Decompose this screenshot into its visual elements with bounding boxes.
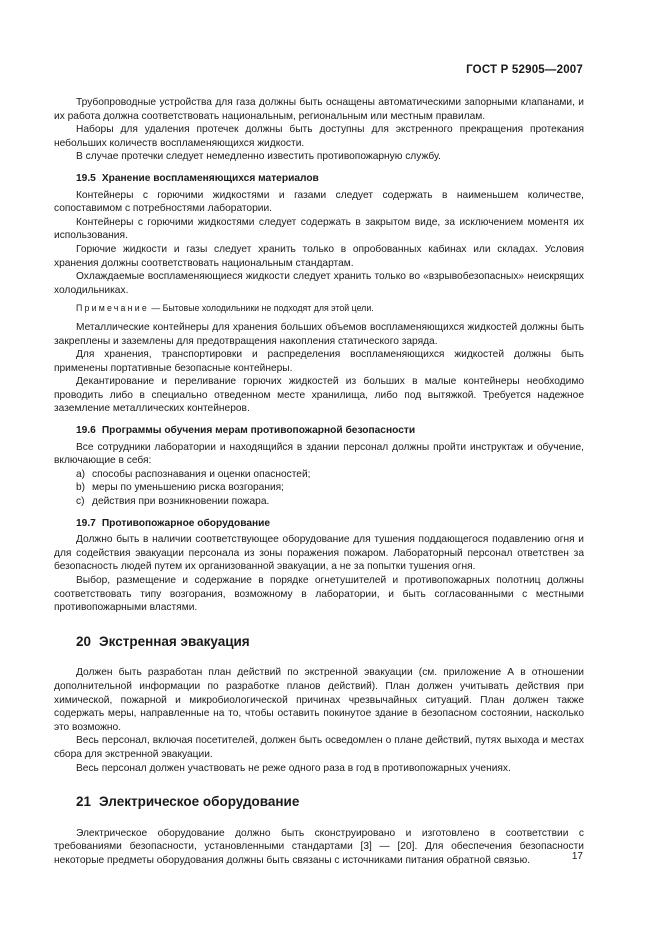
paragraph: Должно быть в наличии соответствующее оборудование для тушения поддающегося подавлению огня и для содействия эвакуации персонала из зоны поражения пожаром. Лабораторный персонал ответствен за безопасность людей путем их организованной эвакуации, а не за попытки тушения огня. — [54, 534, 584, 573]
list-item-text: действия при возникновении пожара. — [92, 496, 270, 508]
paragraph: Должен быть разработан план действий по экстренной эвакуации (см. приложение А в отношении дополнительной информации по разработке планов действий). План должен учитывать действия при химической, пожарной и микробиологической причинах чрезвычайных ситуаций. План должен также содержать меры, направленные на то, чтобы оставить покинутое здание в безопасном состоянии, насколько это возможно. — [54, 667, 584, 733]
subsection-number: 19.7 — [76, 517, 96, 529]
paragraph: Для хранения, транспортировки и распределения воспламеняющихся жидкостей должны быть применены портативные безопасные контейнеры. — [54, 349, 584, 374]
paragraph: Контейнеры с горючими жидкостями следует содержать в закрытом виде, за исключением моментя их использования. — [54, 216, 584, 242]
list-item — [76, 468, 584, 482]
subsection-title: Хранение воспламеняющихся материалов — [101, 172, 319, 184]
section-title: Экстренная эвакуация — [99, 633, 250, 649]
document-body — [54, 96, 584, 868]
paragraph: Весь персонал должен участвовать не реже одного раза в год в противопожарных учениях. — [76, 762, 511, 774]
subsection-heading-19-7 — [76, 517, 584, 531]
subsection-title: Противопожарное оборудование — [101, 517, 271, 529]
paragraph: В случае протечки следует немедленно известить противопожарную службу. — [76, 151, 441, 163]
paragraph: Контейнеры с горючими жидкостями и газами следует содержать в наименьшем количестве, сопоставимом с потребностями лаборатории. — [54, 189, 584, 215]
section-number: 21 — [76, 794, 92, 810]
paragraph: Декантирование и переливание горючих жидкостей из больших в малые контейнеры необходимо проводить либо в специально отведенном месте хранилища, либо под вытяжкой. Требуется надежное заземление металлических контейнеров. — [54, 376, 584, 415]
note-text: — Бытовые холодильники не подходят для этой цели. — [151, 303, 374, 314]
section-title: Электрическое оборудование — [99, 794, 300, 810]
standard-code-header: ГОСТ Р 52905—2007 — [466, 64, 583, 76]
list-marker: b) — [76, 482, 86, 494]
paragraph: Охлаждаемые воспламеняющиеся жидкости следует хранить только во «взрывобезопасных» неискрящих холодильниках. — [54, 271, 584, 296]
paragraph: Наборы для удаления протечек должны быть доступны для экстренного прекращения протекания небольших количеств воспламеняющихся жидкости. — [54, 124, 584, 149]
subsection-number: 19.6 — [76, 425, 96, 437]
note-label: Примечание — [76, 303, 149, 314]
note — [76, 302, 584, 316]
paragraph: Выбор, размещение и содержание в порядке огнетушителей и противопожарных полотниц должны соответствовать типу возгорания, возможному в лаборатории, и быть согласованными с местными противопожарными властями. — [54, 575, 584, 614]
subsection-heading-19-5 — [76, 172, 584, 186]
section-heading-21 — [76, 795, 584, 809]
paragraph: Трубопроводные устройства для газа должны быть оснащены автоматическими запорными клапанами, и их работа должна соответствовать национальным, региональным или местным правилам. — [54, 97, 584, 122]
paragraph: Весь персонал, включая посетителей, должен быть осведомлен о плане действий, путях выхода и местах сбора для экстренной эвакуации. — [54, 735, 584, 760]
section-heading-20 — [76, 635, 584, 649]
paragraph: Все сотрудники лаборатории и находящийся в здании персонал должны пройти инструктаж и обучение, включающие в себя: — [54, 441, 584, 467]
list-item-text: способы распознавания и оценки опасностей; — [92, 468, 311, 480]
section-number: 20 — [76, 633, 92, 649]
paragraph: Металлические контейнеры для хранения больших объемов воспламеняющихся жидкостей должны быть закреплены и заземлены для предотвращения накопления статического заряда. — [54, 321, 584, 347]
subsection-number: 19.5 — [76, 172, 96, 184]
paragraph: Электрическое оборудование должно быть сконструировано и изготовлено в соответствии с требованиями безопасности, установленными стандартами [3] — [20]. Для обеспечения безопасности некоторые предметы оборудования должны быть связаны с источниками питания обратной связью. — [54, 827, 584, 866]
list-marker: а) — [76, 468, 86, 480]
list-item — [76, 495, 584, 509]
paragraph: Горючие жидкости и газы следует хранить только в опробованных кабинах или складах. Условия хранения должны соответствовать национальным стандартам. — [54, 243, 584, 269]
list-item-text: меры по уменьшению риска возгорания; — [92, 482, 285, 494]
subsection-title: Программы обучения мерам противопожарной безопасности — [101, 425, 416, 437]
page-number: 17 — [571, 851, 583, 862]
list-marker: с) — [76, 496, 85, 508]
subsection-heading-19-6 — [76, 424, 584, 438]
list-item — [76, 481, 584, 495]
